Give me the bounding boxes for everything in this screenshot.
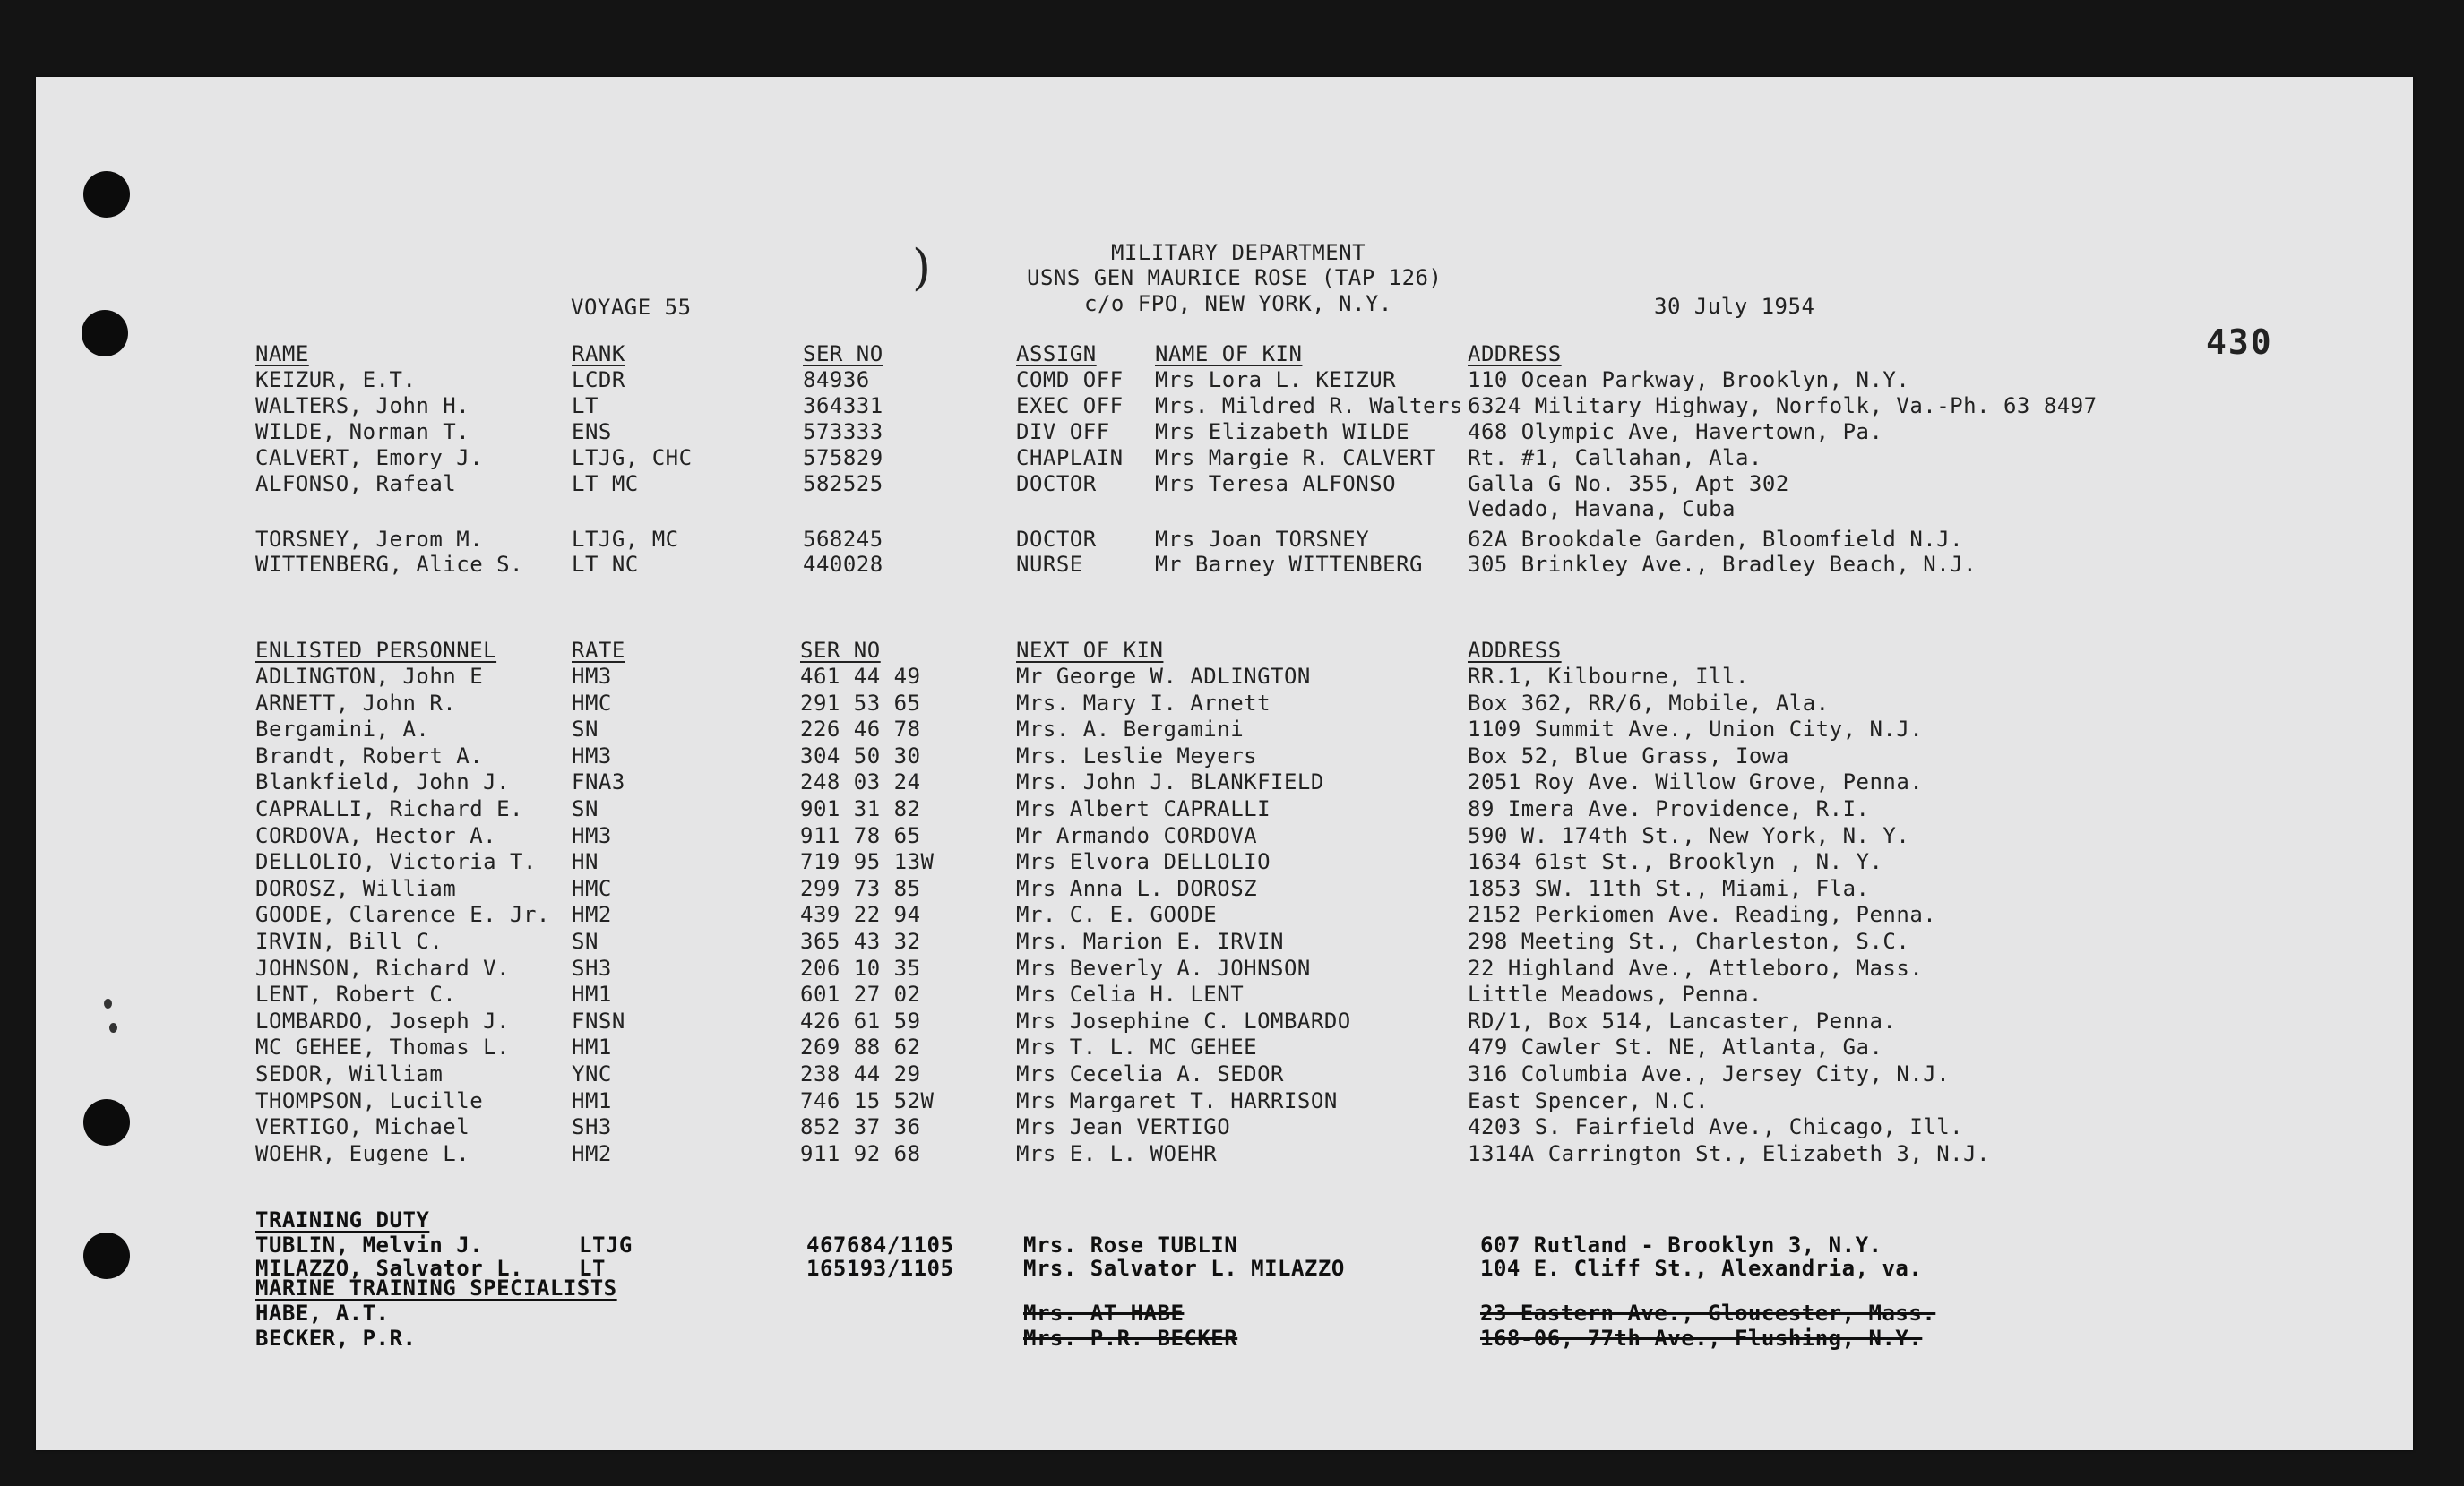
enlisted-address: 2051 Roy Ave. Willow Grove, Penna. (1468, 769, 1924, 795)
enlisted-ser: 291 53 65 (800, 690, 921, 716)
officer-assign: DOCTOR (1016, 471, 1097, 496)
enlisted-kin: Mr. C. E. GOODE (1016, 902, 1218, 928)
document-date: 30 July 1954 (1654, 294, 1815, 319)
enlisted-name: JOHNSON, Richard V. (255, 955, 511, 981)
officer-kin: Mrs Joan TORSNEY (1155, 527, 1370, 552)
enlisted-rate: SN (572, 929, 599, 954)
enlisted-kin: Mrs. John J. BLANKFIELD (1016, 769, 1324, 795)
training-name: TUBLIN, Melvin J. (255, 1233, 484, 1258)
enlisted-kin: Mrs Josephine C. LOMBARDO (1016, 1008, 1351, 1034)
officer-header-address: ADDRESS (1468, 341, 1562, 366)
officer-header-ser: SER NO (803, 341, 883, 366)
enlisted-header-ser: SER NO (800, 638, 881, 663)
enlisted-kin: Mrs. Marion E. IRVIN (1016, 929, 1284, 954)
officer-kin: Mrs Lora L. KEIZUR (1155, 367, 1397, 392)
officer-ser: 575829 (803, 445, 883, 470)
officer-rank: LT MC (572, 471, 639, 496)
enlisted-name: WOEHR, Eugene L. (255, 1140, 470, 1166)
enlisted-rate: HN (572, 849, 599, 875)
enlisted-rate: HMC (572, 875, 612, 901)
officer-assign: DIV OFF (1016, 419, 1110, 444)
officer-address: 468 Olympic Ave, Havertown, Pa. (1468, 419, 1883, 444)
enlisted-address: 1634 61st St., Brooklyn , N. Y. (1468, 849, 1883, 875)
enlisted-ser: 248 03 24 (800, 769, 921, 795)
officer-assign: DOCTOR (1016, 527, 1097, 552)
officer-ser: 568245 (803, 527, 883, 552)
officer-kin: Mr Barney WITTENBERG (1155, 552, 1423, 577)
training-ser: 165193/1105 (806, 1256, 954, 1281)
enlisted-address: 22 Highland Ave., Attleboro, Mass. (1468, 955, 1924, 981)
enlisted-rate: HMC (572, 690, 612, 716)
enlisted-ser: 238 44 29 (800, 1061, 921, 1087)
enlisted-ser: 226 46 78 (800, 717, 921, 743)
enlisted-address: 89 Imera Ave. Providence, R.I. (1468, 796, 1870, 821)
enlisted-address: East Spencer, N.C. (1468, 1087, 1710, 1113)
enlisted-header-kin: NEXT OF KIN (1016, 638, 1164, 663)
punch-hole (83, 1099, 130, 1146)
enlisted-kin: Mrs Elvora DELLOLIO (1016, 849, 1271, 875)
officer-assign: NURSE (1016, 552, 1083, 577)
enlisted-rate: HM2 (572, 1140, 612, 1166)
officer-assign: COMD OFF (1016, 367, 1124, 392)
enlisted-address: 1314A Carrington St., Elizabeth 3, N.J. (1468, 1140, 1991, 1166)
enlisted-kin: Mr George W. ADLINGTON (1016, 664, 1311, 689)
training-ser: 467684/1105 (806, 1233, 954, 1258)
enlisted-kin: Mr Armando CORDOVA (1016, 822, 1258, 848)
enlisted-name: THOMPSON, Lucille (255, 1087, 484, 1113)
enlisted-name: Brandt, Robert A. (255, 743, 484, 769)
marine-address: 23 Eastern Ave., Gloucester, Mass. (1480, 1301, 1936, 1326)
enlisted-kin: Mrs Margaret T. HARRISON (1016, 1087, 1338, 1113)
enlisted-address: 4203 S. Fairfield Ave., Chicago, Ill. (1468, 1114, 1964, 1140)
enlisted-address: 1109 Summit Ave., Union City, N.J. (1468, 717, 1924, 743)
page-number: 430 (2206, 322, 2273, 362)
officer-address: 110 Ocean Parkway, Brooklyn, N.Y. (1468, 367, 1910, 392)
enlisted-rate: HM2 (572, 902, 612, 928)
ink-mark (104, 999, 112, 1009)
enlisted-kin: Mrs. Mary I. Arnett (1016, 690, 1271, 716)
enlisted-rate: SN (572, 717, 599, 743)
training-name: MILAZZO, Salvator L. (255, 1256, 523, 1281)
enlisted-kin: Mrs Albert CAPRALLI (1016, 796, 1271, 821)
training-rank: LT (579, 1256, 606, 1281)
enlisted-name: DOROSZ, William (255, 875, 457, 901)
enlisted-rate: HM3 (572, 664, 612, 689)
enlisted-address: Little Meadows, Penna. (1468, 982, 1762, 1008)
officer-address: Galla G No. 355, Apt 302 (1468, 471, 1789, 496)
marine-kin: Mrs. P.R. BECKER (1023, 1326, 1238, 1351)
enlisted-name: ARNETT, John R. (255, 690, 457, 716)
officer-rank: LT NC (572, 552, 639, 577)
enlisted-address: Box 52, Blue Grass, Iowa (1468, 743, 1789, 769)
enlisted-rate: HM3 (572, 743, 612, 769)
officer-rank: LTJG, CHC (572, 445, 693, 470)
marine-training-heading: MARINE TRAINING SPECIALISTS (255, 1276, 617, 1301)
enlisted-name: IRVIN, Bill C. (255, 929, 444, 954)
enlisted-rate: HM1 (572, 1087, 612, 1113)
officer-address: Rt. #1, Callahan, Ala. (1468, 445, 1762, 470)
enlisted-kin: Mrs T. L. MC GEHEE (1016, 1035, 1258, 1061)
ship-address: c/o FPO, NEW YORK, N.Y. (1084, 291, 1392, 316)
enlisted-rate: HM1 (572, 982, 612, 1008)
officer-assign: CHAPLAIN (1016, 445, 1124, 470)
training-kin: Mrs. Rose TUBLIN (1023, 1233, 1238, 1258)
officer-ser: 582525 (803, 471, 883, 496)
enlisted-header-name: ENLISTED PERSONNEL (255, 638, 497, 663)
enlisted-kin: Mrs Cecelia A. SEDOR (1016, 1061, 1284, 1087)
training-rank: LTJG (579, 1233, 633, 1258)
officer-kin: Mrs Elizabeth WILDE (1155, 419, 1410, 444)
enlisted-name: Bergamini, A. (255, 717, 430, 743)
officer-name: WILDE, Norman T. (255, 419, 470, 444)
enlisted-name: CORDOVA, Hector A. (255, 822, 497, 848)
officer-ser: 84936 (803, 367, 870, 392)
officer-ser: 364331 (803, 393, 883, 418)
enlisted-rate: YNC (572, 1061, 612, 1087)
officer-rank: LT (572, 393, 599, 418)
enlisted-rate: SN (572, 796, 599, 821)
enlisted-ser: 269 88 62 (800, 1035, 921, 1061)
enlisted-header-address: ADDRESS (1468, 638, 1562, 663)
enlisted-ser: 461 44 49 (800, 664, 921, 689)
enlisted-rate: HM3 (572, 822, 612, 848)
ship-name: USNS GEN MAURICE ROSE (TAP 126) (1027, 265, 1443, 290)
officer-header-assign: ASSIGN (1016, 341, 1097, 366)
enlisted-ser: 365 43 32 (800, 929, 921, 954)
enlisted-rate: FNSN (572, 1008, 625, 1034)
officer-address: 305 Brinkley Ave., Bradley Beach, N.J. (1468, 552, 1977, 577)
enlisted-ser: 601 27 02 (800, 982, 921, 1008)
enlisted-kin: Mrs E. L. WOEHR (1016, 1140, 1218, 1166)
enlisted-kin: Mrs. A. Bergamini (1016, 717, 1245, 743)
enlisted-header-rate: RATE (572, 638, 625, 663)
officer-name: KEIZUR, E.T. (255, 367, 417, 392)
enlisted-name: LENT, Robert C. (255, 982, 457, 1008)
enlisted-ser: 719 95 13W (800, 849, 935, 875)
document-sheet (36, 77, 2413, 1450)
enlisted-ser: 911 92 68 (800, 1140, 921, 1166)
punch-hole (83, 171, 130, 218)
enlisted-name: CAPRALLI, Richard E. (255, 796, 523, 821)
marine-kin: Mrs. AT HABE (1023, 1301, 1185, 1326)
ink-mark (109, 1023, 117, 1033)
officer-ser: 573333 (803, 419, 883, 444)
voyage-number: VOYAGE 55 (571, 295, 692, 320)
enlisted-ser: 439 22 94 (800, 902, 921, 928)
officer-header-rank: RANK (572, 341, 625, 366)
officer-ser: 440028 (803, 552, 883, 577)
officer-address: 62A Brookdale Garden, Bloomfield N.J. (1468, 527, 1964, 552)
enlisted-address: 1853 SW. 11th St., Miami, Fla. (1468, 875, 1870, 901)
enlisted-kin: Mrs Anna L. DOROSZ (1016, 875, 1258, 901)
training-kin: Mrs. Salvator L. MILAZZO (1023, 1256, 1345, 1281)
enlisted-address: 479 Cawler St. NE, Atlanta, Ga. (1468, 1035, 1883, 1061)
enlisted-address: 590 W. 174th St., New York, N. Y. (1468, 822, 1910, 848)
enlisted-address: Box 362, RR/6, Mobile, Ala. (1468, 690, 1830, 716)
punch-hole (83, 1233, 130, 1279)
officer-name: ALFONSO, Rafeal (255, 471, 457, 496)
marine-name: HABE, A.T. (255, 1301, 390, 1326)
enlisted-name: ADLINGTON, John E (255, 664, 484, 689)
punch-hole (82, 310, 128, 356)
enlisted-address: RD/1, Box 514, Lancaster, Penna. (1468, 1008, 1897, 1034)
enlisted-kin: Mrs. Leslie Meyers (1016, 743, 1258, 769)
enlisted-kin: Mrs Beverly A. JOHNSON (1016, 955, 1311, 981)
enlisted-rate: SH3 (572, 955, 612, 981)
enlisted-ser: 901 31 82 (800, 796, 921, 821)
marine-address: 168-06, 77th Ave., Flushing, N.Y. (1480, 1326, 1923, 1351)
officer-name: CALVERT, Emory J. (255, 445, 484, 470)
enlisted-address: 316 Columbia Ave., Jersey City, N.J. (1468, 1061, 1951, 1087)
training-duty-heading: TRAINING DUTY (255, 1207, 430, 1233)
marine-name: BECKER, P.R. (255, 1326, 417, 1351)
enlisted-name: Blankfield, John J. (255, 769, 511, 795)
department-title: MILITARY DEPARTMENT (1111, 240, 1366, 265)
pencil-mark: ) (912, 239, 932, 296)
officer-kin: Mrs Teresa ALFONSO (1155, 471, 1397, 496)
officer-name: TORSNEY, Jerom M. (255, 527, 484, 552)
enlisted-ser: 746 15 52W (800, 1087, 935, 1113)
enlisted-rate: HM1 (572, 1035, 612, 1061)
officer-rank: LTJG, MC (572, 527, 679, 552)
officer-header-kin: NAME OF KIN (1155, 341, 1303, 366)
enlisted-ser: 304 50 30 (800, 743, 921, 769)
enlisted-ser: 911 78 65 (800, 822, 921, 848)
enlisted-ser: 426 61 59 (800, 1008, 921, 1034)
officer-name: WALTERS, John H. (255, 393, 470, 418)
training-address: 104 E. Cliff St., Alexandria, va. (1480, 1256, 1923, 1281)
officer-address: 6324 Military Highway, Norfolk, Va.-Ph. 63 8497 (1468, 393, 2098, 418)
enlisted-address: 2152 Perkiomen Ave. Reading, Penna. (1468, 902, 1937, 928)
enlisted-kin: Mrs Jean VERTIGO (1016, 1114, 1231, 1140)
enlisted-rate: SH3 (572, 1114, 612, 1140)
training-address: 607 Rutland - Brooklyn 3, N.Y. (1480, 1233, 1882, 1258)
officer-header-name: NAME (255, 341, 309, 366)
officer-kin: Mrs Margie R. CALVERT (1155, 445, 1436, 470)
enlisted-ser: 206 10 35 (800, 955, 921, 981)
enlisted-address: 298 Meeting St., Charleston, S.C. (1468, 929, 1910, 954)
officer-name: WITTENBERG, Alice S. (255, 552, 523, 577)
officer-rank: ENS (572, 419, 612, 444)
enlisted-kin: Mrs Celia H. LENT (1016, 982, 1245, 1008)
officer-rank: LCDR (572, 367, 625, 392)
enlisted-name: DELLOLIO, Victoria T. (255, 849, 537, 875)
enlisted-rate: FNA3 (572, 769, 625, 795)
enlisted-name: VERTIGO, Michael (255, 1114, 470, 1140)
enlisted-name: MC GEHEE, Thomas L. (255, 1035, 511, 1061)
officer-kin: Mrs. Mildred R. Walters (1155, 393, 1463, 418)
officer-address: Vedado, Havana, Cuba (1468, 496, 1736, 521)
enlisted-address: RR.1, Kilbourne, Ill. (1468, 664, 1749, 689)
enlisted-name: GOODE, Clarence E. Jr. (255, 902, 550, 928)
enlisted-ser: 299 73 85 (800, 875, 921, 901)
enlisted-name: SEDOR, William (255, 1061, 444, 1087)
enlisted-ser: 852 37 36 (800, 1114, 921, 1140)
officer-assign: EXEC OFF (1016, 393, 1124, 418)
enlisted-name: LOMBARDO, Joseph J. (255, 1008, 511, 1034)
